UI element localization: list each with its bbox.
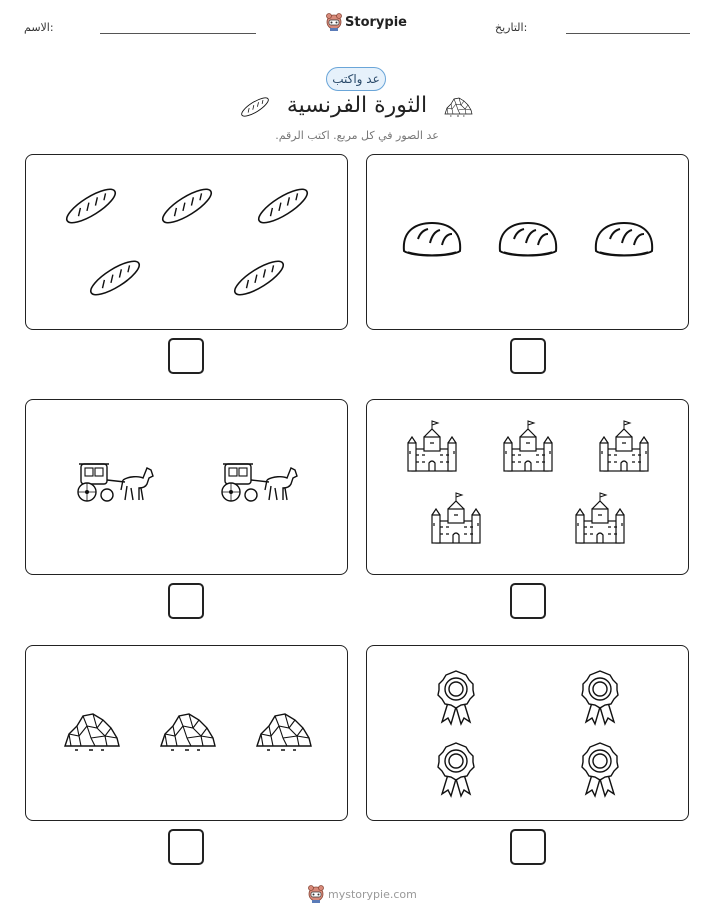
stone-pile-icon bbox=[65, 714, 119, 750]
bread-loaf-icon bbox=[404, 223, 460, 256]
rosettes-group bbox=[367, 646, 687, 819]
answer-box-carriages[interactable] bbox=[168, 583, 204, 619]
rosette-ribbon-icon bbox=[438, 743, 474, 796]
panel-baguettes bbox=[25, 154, 348, 330]
date-line[interactable] bbox=[566, 33, 690, 34]
castle-icon bbox=[504, 421, 552, 471]
baguette-icon bbox=[254, 184, 311, 229]
stone-pile-icon bbox=[161, 714, 215, 750]
answer-box-baguettes[interactable] bbox=[168, 338, 204, 374]
activity-badge: عد واكتب bbox=[326, 67, 386, 91]
stone-pile-icon bbox=[257, 714, 311, 750]
answer-box-stones[interactable] bbox=[168, 829, 204, 865]
brand-logo bbox=[326, 13, 407, 31]
answer-box-bread-loaves[interactable] bbox=[510, 338, 546, 374]
stone-pile-icon bbox=[442, 95, 474, 119]
panel-rosettes bbox=[366, 645, 689, 821]
panel-castles bbox=[366, 399, 689, 575]
bread-loaf-icon bbox=[500, 223, 556, 256]
castle-icon bbox=[600, 421, 648, 471]
name-line[interactable] bbox=[100, 33, 256, 34]
baguettes-group bbox=[26, 155, 346, 328]
answer-box-castles[interactable] bbox=[510, 583, 546, 619]
page-title: الثورة الفرنسية bbox=[286, 93, 428, 118]
rosette-ribbon-icon bbox=[582, 743, 618, 796]
instructions: عد الصور في كل مربع. اكتب الرقم. bbox=[275, 129, 439, 142]
rosette-ribbon-icon bbox=[438, 671, 474, 724]
horse-carriage-icon bbox=[78, 464, 153, 501]
castles-group bbox=[367, 400, 687, 573]
panel-bread-loaves bbox=[366, 154, 689, 330]
castle-icon bbox=[432, 493, 480, 543]
baguette-icon bbox=[158, 184, 215, 229]
date-label: التاريخ: bbox=[495, 21, 528, 34]
brand-name: Storypie bbox=[345, 14, 407, 30]
storypie-mascot-icon bbox=[308, 885, 324, 903]
bread-loaves-group bbox=[367, 155, 687, 328]
horse-carriage-icon bbox=[222, 464, 297, 501]
panel-carriages bbox=[25, 399, 348, 575]
panel-stones bbox=[25, 645, 348, 821]
rosette-ribbon-icon bbox=[582, 671, 618, 724]
answer-box-rosettes[interactable] bbox=[510, 829, 546, 865]
bread-loaf-icon bbox=[596, 223, 652, 256]
castle-icon bbox=[576, 493, 624, 543]
baguette-icon bbox=[86, 256, 143, 301]
storypie-mascot-icon bbox=[326, 13, 342, 31]
baguette-icon bbox=[230, 256, 287, 301]
footer-url[interactable]: mystorypie.com bbox=[328, 887, 417, 901]
carriages-group bbox=[26, 400, 346, 573]
name-label: الاسم: bbox=[24, 21, 54, 34]
stones-group bbox=[26, 646, 346, 819]
castle-icon bbox=[408, 421, 456, 471]
baguette-icon bbox=[62, 184, 119, 229]
footer bbox=[308, 885, 417, 903]
